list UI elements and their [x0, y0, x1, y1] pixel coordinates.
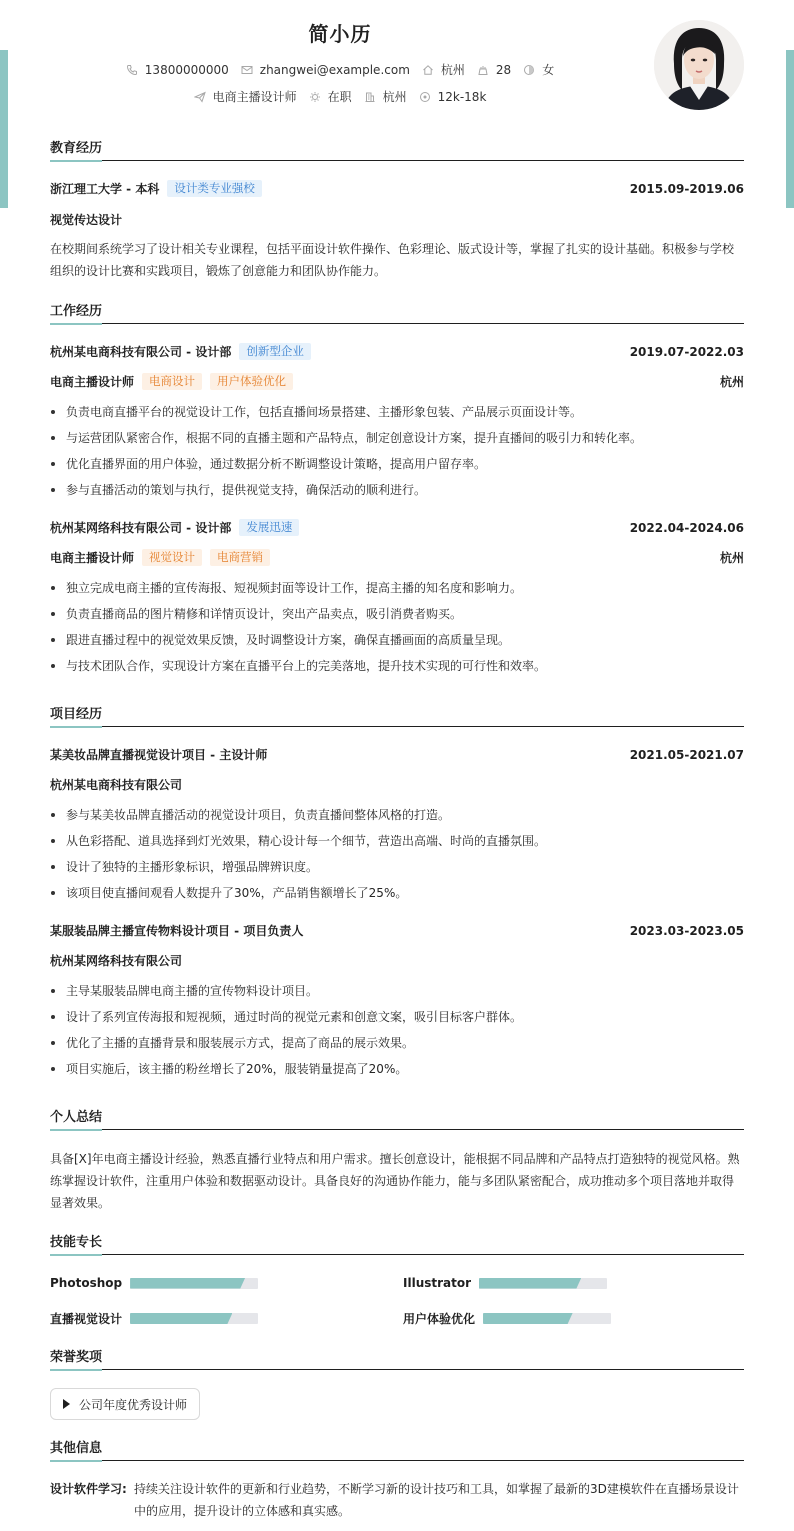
age-value: 28 [495, 62, 512, 77]
list-item: 与技术团队合作，实现设计方案在直播平台上的完美落地，提升技术实现的可行性和效率。 [50, 653, 744, 679]
list-item: 从色彩搭配、道具选择到灯光效果，精心设计每一个细节，营造出高端、时尚的直播氛围。 [50, 828, 744, 854]
work-bullets [50, 575, 744, 679]
award-name: 公司年度优秀设计师 [79, 1397, 188, 1412]
education-header [50, 180, 744, 197]
section-title-text: 工作经历 [50, 304, 102, 325]
skill-bar [483, 1313, 611, 1324]
phone-value: 13800000000 [144, 62, 229, 77]
section-title-skills [50, 1235, 744, 1255]
list-item: 参与直播活动的策划与执行，提供视觉支持，确保活动的顺利进行。 [50, 477, 744, 503]
job-target-info [194, 88, 297, 105]
work-period: 2022.04-2024.06 [629, 520, 744, 535]
salary-info [419, 90, 487, 104]
project-header [50, 746, 744, 763]
target-city-value: 杭州 [382, 90, 407, 104]
skill-name: Photoshop [50, 1276, 123, 1290]
list-item: 独立完成电商主播的宣传海报、短视频封面等设计工作，提高主播的知名度和影响力。 [50, 575, 744, 601]
section-title-text: 技能专长 [50, 1235, 102, 1256]
work-role-row [50, 373, 744, 390]
project-company-row [50, 952, 744, 969]
salary-value: 12k-18k [437, 89, 487, 104]
list-item: 设计了系列宣传海报和短视频，通过时尚的视觉元素和创意文案，吸引目标客户群体。 [50, 1004, 744, 1030]
section-title-other [50, 1441, 744, 1461]
role-tag: 电商营销 [210, 549, 270, 566]
education-description: 在校期间系统学习了设计相关专业课程，包括平面设计软件操作、色彩理论、版式设计等，掌握了扎实的设计基础。积极参与学校组织的设计比赛和实践项目，锻炼了创意能力和团队协作能力。 [50, 242, 735, 278]
gender-value: 女 [542, 63, 555, 77]
project-period: 2021.05-2021.07 [629, 747, 744, 762]
list-item: 主导某服装品牌电商主播的宣传物料设计项目。 [50, 978, 744, 1004]
city-info [422, 61, 465, 78]
skill-bar-fill [130, 1313, 232, 1324]
school-name: 浙江理工大学 - 本科 [50, 182, 160, 196]
section-title-awards [50, 1350, 744, 1370]
company-tag: 发展迅速 [239, 519, 299, 536]
skill-item [403, 1310, 611, 1327]
skill-bar-fill [479, 1278, 581, 1289]
status-value: 在职 [327, 90, 352, 104]
list-item: 参与某美妆品牌直播活动的视觉设计项目，负责直播间整体风格的打造。 [50, 802, 744, 828]
section-title-project [50, 707, 744, 727]
role-tag: 用户体验优化 [210, 373, 293, 390]
project-period: 2023.03-2023.05 [629, 923, 744, 938]
section-title-text: 个人总结 [50, 1110, 102, 1131]
school-tag: 设计类专业强校 [167, 180, 262, 197]
project-bullets [50, 978, 744, 1082]
section-title-text: 项目经历 [50, 707, 102, 728]
list-item: 优化了主播的直播背景和服装展示方式，提高了商品的展示效果。 [50, 1030, 744, 1056]
project-company: 杭州某网络科技有限公司 [50, 954, 183, 968]
major-row [50, 211, 744, 228]
age-info [477, 63, 511, 77]
list-item: 负责直播商品的图片精修和详情页设计，突出产品卖点，吸引消费者购买。 [50, 601, 744, 627]
award-item [50, 1388, 200, 1420]
phone-icon [126, 64, 138, 76]
city-value: 杭州 [440, 63, 465, 77]
major-name: 视觉传达设计 [50, 213, 123, 227]
other-info-row [50, 1478, 744, 1522]
work-company-row [50, 343, 744, 360]
project-header [50, 922, 744, 939]
email-info [241, 63, 410, 77]
skill-item [50, 1276, 258, 1290]
project-title: 某美妆品牌直播视觉设计项目 - 主设计师 [50, 748, 268, 762]
target-city-info [364, 88, 407, 105]
work-company: 杭州某电商科技有限公司 - 设计部 [50, 345, 232, 359]
intent-row [0, 88, 680, 105]
project-company: 杭州某电商科技有限公司 [50, 778, 183, 792]
work-location: 杭州 [719, 551, 744, 565]
work-role-row [50, 549, 744, 566]
list-item: 该项目使直播间观看人数提升了30%，产品销售额增长了25%。 [50, 880, 744, 906]
gender-info [523, 61, 554, 78]
skill-bar [130, 1313, 258, 1324]
work-bullets [50, 399, 744, 503]
phone-info [126, 63, 229, 77]
skill-item [50, 1310, 258, 1327]
status-icon [309, 91, 321, 103]
gender-icon [523, 64, 535, 76]
home-icon [422, 64, 434, 76]
section-title-education [50, 141, 744, 161]
project-company-row [50, 776, 744, 793]
send-icon [194, 91, 206, 103]
company-tag: 创新型企业 [239, 343, 311, 360]
avatar [654, 20, 744, 110]
other-info-value: 持续关注设计软件的更新和行业趋势，不断学习新的设计技巧和工具，如掌握了最新的3D建模软件在直播场景设计中的应用，提升设计的立体感和真实感。 [134, 1482, 739, 1518]
work-role: 电商主播设计师 [50, 551, 135, 565]
section-title-text: 教育经历 [50, 141, 102, 162]
list-item: 项目实施后，该主播的粉丝增长了20%，服装销量提高了20%。 [50, 1056, 744, 1082]
section-title-text: 荣誉奖项 [50, 1350, 102, 1371]
skill-name: Illustrator [403, 1276, 472, 1290]
skill-bar-fill [483, 1313, 573, 1324]
work-location: 杭州 [719, 375, 744, 389]
role-tag: 电商设计 [142, 373, 202, 390]
skill-bar [130, 1278, 258, 1289]
summary-text: 具备[X]年电商主播设计经验，熟悉直播行业特点和用户需求。擅长创意设计，能根据不同品牌和产品特点打造独特的视觉风格。熟练掌握设计软件，注重用户体验和数据驱动设计。具备良好的沟通协作能力，能与多团队紧密配合，成功推动多个项目落地并取得显著效果。 [50, 1152, 740, 1210]
skill-name: 用户体验优化 [403, 1312, 476, 1326]
role-tag: 视觉设计 [142, 549, 202, 566]
decorative-side-bar-right [786, 50, 794, 208]
list-item: 与运营团队紧密合作，根据不同的直播主题和产品特点，制定创意设计方案，提升直播间的吸引力和转化率。 [50, 425, 744, 451]
play-triangle-icon [63, 1399, 70, 1409]
list-item: 跟进直播过程中的视觉效果反馈，及时调整设计方案，确保直播画面的高质量呈现。 [50, 627, 744, 653]
coin-icon [419, 91, 431, 103]
email-value: zhangwei@example.com [259, 62, 410, 77]
section-title-text: 其他信息 [50, 1441, 102, 1462]
contact-row [0, 61, 680, 78]
skill-item [403, 1276, 607, 1290]
work-role: 电商主播设计师 [50, 375, 135, 389]
building-icon [364, 91, 376, 103]
project-bullets [50, 802, 744, 906]
job-target-value: 电商主播设计师 [212, 90, 297, 104]
status-info [309, 88, 352, 105]
skill-name: 直播视觉设计 [50, 1312, 123, 1326]
resume-name: 简小历 [308, 22, 372, 46]
work-company-row [50, 519, 744, 536]
list-item: 设计了独特的主播形象标识，增强品牌辨识度。 [50, 854, 744, 880]
education-period: 2015.09-2019.06 [629, 181, 744, 196]
age-icon [477, 64, 489, 76]
skill-bar [479, 1278, 607, 1289]
other-info-label: 设计软件学习: [50, 1482, 127, 1496]
skill-bar-fill [130, 1278, 245, 1289]
work-company: 杭州某网络科技有限公司 - 设计部 [50, 521, 232, 535]
work-period: 2019.07-2022.03 [629, 344, 744, 359]
project-title: 某服装品牌主播宣传物料设计项目 - 项目负责人 [50, 924, 304, 938]
list-item: 负责电商直播平台的视觉设计工作，包括直播间场景搭建、主播形象包装、产品展示页面设计等。 [50, 399, 744, 425]
section-title-work [50, 304, 744, 324]
section-title-summary [50, 1110, 744, 1130]
mail-icon [241, 64, 253, 76]
list-item: 优化直播界面的用户体验，通过数据分析不断调整设计策略，提高用户留存率。 [50, 451, 744, 477]
